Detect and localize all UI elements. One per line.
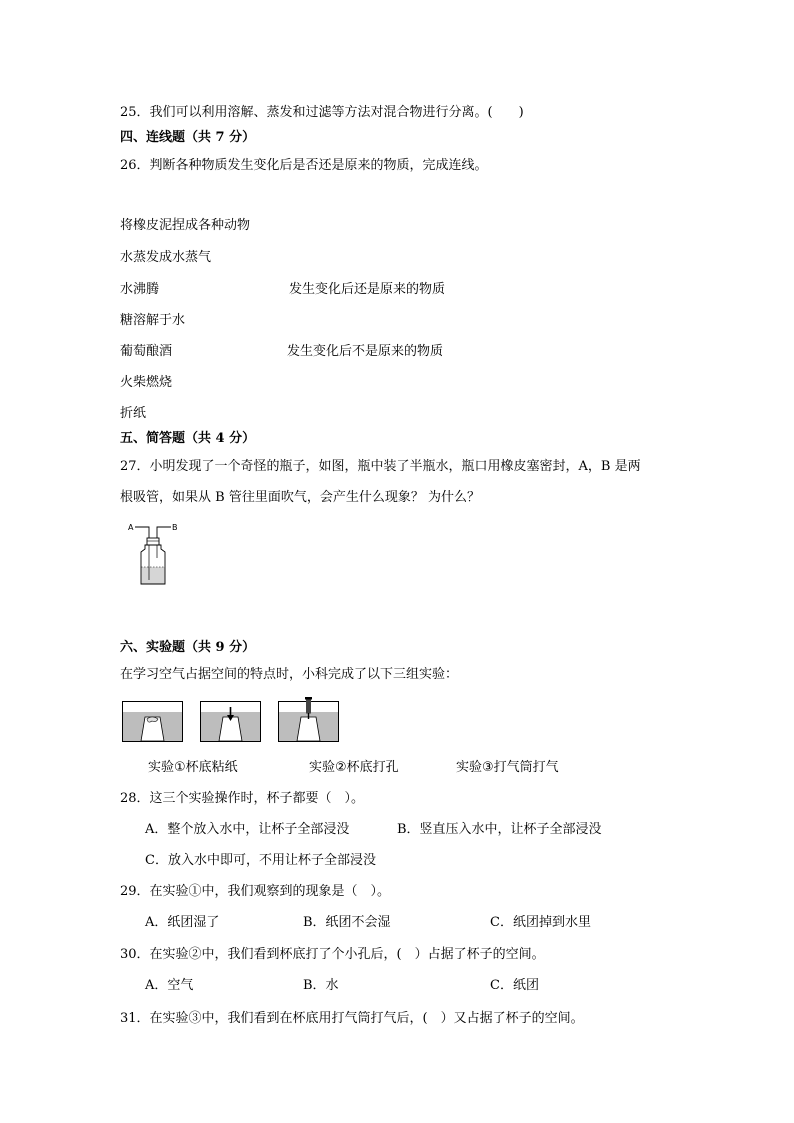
section-heading-4: 四、连线题（共 7 分）	[120, 130, 256, 145]
question-30: 30．在实验②中，我们看到杯底打了个小孔后，( ）占据了杯子的空间。	[120, 947, 545, 962]
experiment-label: 实验③打气筒打气	[456, 760, 559, 775]
question-26: 26．判断各种物质发生变化后是否还是原来的物质，完成连线。	[120, 158, 488, 173]
q28-option-a: A．整个放入水中，让杯子全部浸没	[145, 822, 350, 837]
q28-option-b: B．竖直压入水中，让杯子全部浸没	[397, 822, 602, 837]
question-27-line2: 根吸管，如果从 B 管往里面吹气，会产生什么现象？ 为什么？	[120, 490, 480, 505]
question-27-line1: 27．小明发现了一个奇怪的瓶子，如图，瓶中装了半瓶水，瓶口用橡皮塞密封，A，B 是两	[120, 459, 641, 474]
match-left-item: 葡萄酿酒	[120, 344, 173, 359]
experiment-1-figure	[122, 697, 184, 743]
section-heading-6: 六、实验题（共 9 分）	[120, 640, 256, 655]
match-right-item: 发生变化后不是原来的物质	[287, 344, 444, 359]
question-29: 29．在实验①中，我们观察到的现象是（ ）。	[120, 884, 391, 899]
match-left-item: 水沸腾	[120, 282, 160, 297]
experiment-label: 实验②杯底打孔	[309, 760, 399, 775]
q29-option: B．纸团不会湿	[303, 915, 391, 930]
experiment-3-figure	[278, 697, 340, 743]
q28-option-c: C．放入水中即可，不用让杯子全部浸没	[145, 853, 376, 868]
experiment-label: 实验①杯底粘纸	[148, 760, 238, 775]
q29-option: C．纸团掉到水里	[490, 915, 591, 930]
section-heading-5: 五、简答题（共 4 分）	[120, 431, 256, 446]
question-31: 31．在实验③中，我们看到在杯底用打气筒打气后，( ）又占据了杯子的空间。	[120, 1011, 584, 1026]
match-left-item: 火柴燃烧	[120, 375, 173, 390]
q30-option: C．纸团	[490, 978, 539, 993]
bottle-figure	[120, 518, 180, 588]
fig-label-b: B	[172, 523, 178, 532]
match-right-item: 发生变化后还是原来的物质	[289, 282, 446, 297]
q29-option: A．纸团湿了	[145, 915, 220, 930]
match-left-item: 折纸	[120, 406, 147, 421]
question-28: 28．这三个实验操作时，杯子都要（ ）。	[120, 791, 365, 806]
match-left-item: 将橡皮泥捏成各种动物	[120, 218, 251, 233]
match-left-item: 水蒸发成水蒸气	[120, 250, 212, 265]
q30-option: B．水	[303, 978, 339, 993]
question-25: 25．我们可以利用溶解、蒸发和过滤等方法对混合物进行分离。( )	[120, 105, 524, 120]
q30-option: A．空气	[145, 978, 194, 993]
fig-label-a: A	[128, 523, 134, 532]
match-left-item: 糖溶解于水	[120, 313, 186, 328]
experiment-intro: 在学习空气占据空间的特点时，小科完成了以下三组实验：	[120, 667, 459, 682]
experiment-2-figure	[200, 697, 262, 743]
